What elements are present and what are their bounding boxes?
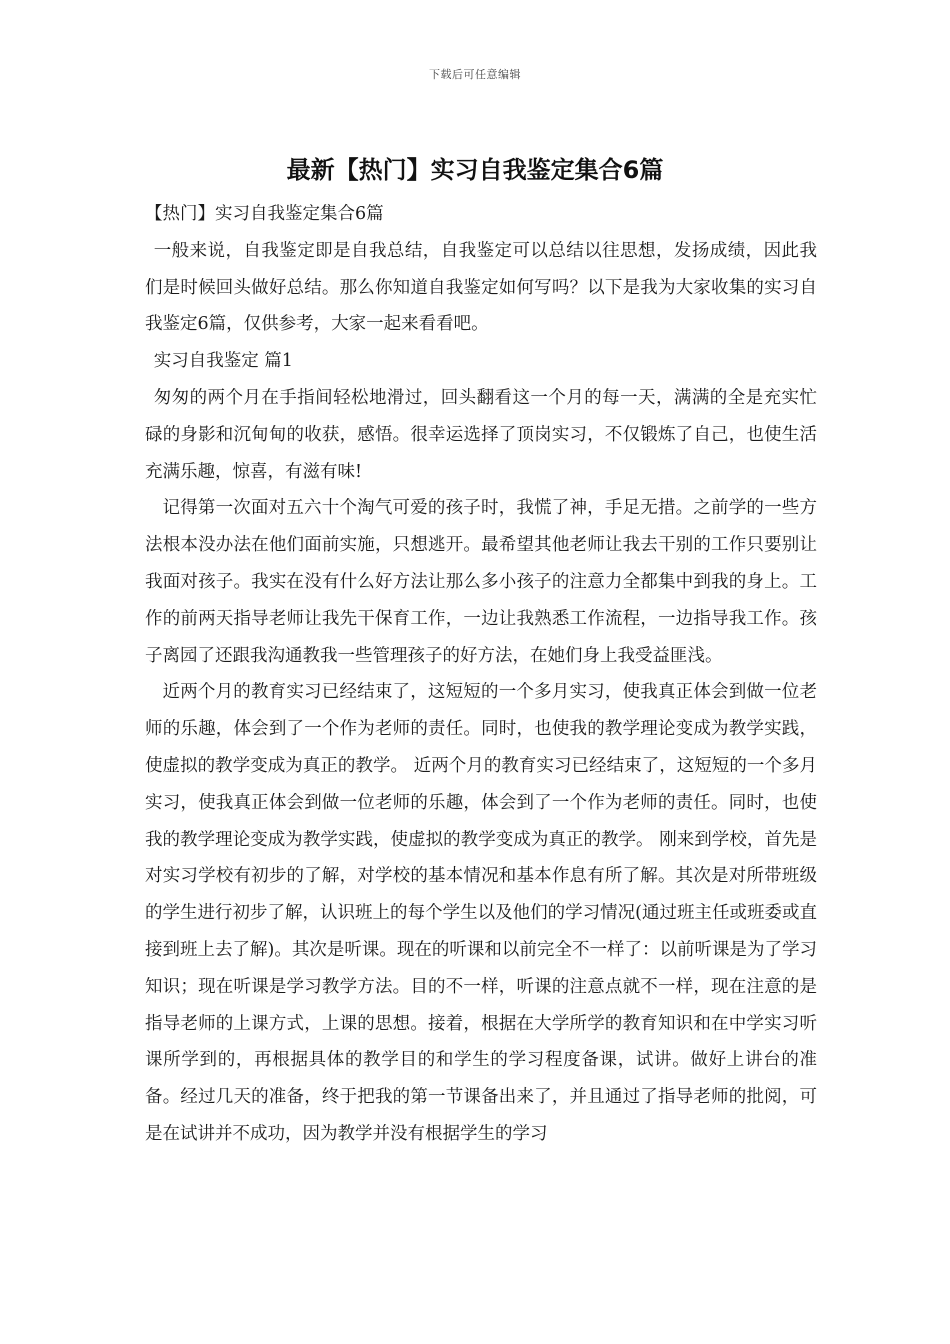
body-paragraph: 记得第一次面对五六十个淘气可爱的孩子时，我慌了神，手足无措。之前学的一些方法根本没办法在他们面前实施，只想逃开。最希望其他老师让我去干别的工作只要别让我面对孩子。我实在没有什么好方法让那么多小孩子的注意力全都集中到我的身上。工作的前两天指导老师让我先干保育工作，一边让我熟悉工作流程，一边指导我工作。孩子离园了还跟我沟通教我一些管理孩子的好方法，在她们身上我受益匪浅。	[145, 498, 817, 666]
body-paragraph: 匆匆的两个月在手指间轻松地滑过，回头翻看这一个月的每一天，满满的全是充实忙碌的身影和沉甸甸的收获，感悟。很幸运选择了顶岗实习，不仅锻炼了自己，也使生活充满乐趣，惊喜，有滋有味!	[145, 387, 817, 482]
header-note: 下载后可任意编辑	[429, 68, 521, 81]
document-title: 最新【热门】实习自我鉴定集合6篇	[286, 156, 664, 184]
intro-paragraph: 一般来说，自我鉴定即是自我总结，自我鉴定可以总结以往思想，发扬成绩，因此我们是时候回头做好总结。那么你知道自我鉴定如何写吗？以下是我为大家收集的实习自我鉴定6篇，仅供参考，大家一起来看看吧。	[145, 240, 817, 335]
body-paragraph: 近两个月的教育实习已经结束了，这短短的一个多月实习，使我真正体会到做一位老师的乐趣，体会到了一个作为老师的责任。同时，也使我的教学理论变成为教学实践，使虚拟的教学变成为真正的教学。 近两个月的教育实习已经结束了，这短短的一个多月实习，使我真正体会到做一位老师的乐趣，体会到了一个作为老师的责任。同时，也使我的教学理论变成为教学实践，使虚拟的教学变成为真正的教学。 刚来到学校，首先是对实习学校有初步的了解，对学校的基本情况和基本作息有所了解。其次是对所带班级的学生进行初步了解，认识班上的每个学生以及他们的学习情况(通过班主任或班委或直接到班上去了解)。其次是听课。现在的听课和以前完全不一样了：以前听课是为了学习知识；现在听课是学习教学方法。目的不一样，听课的注意点就不一样，现在注意的是指导老师的上课方式，上课的思想。接着，根据在大学所学的教育知识和在中学实习听课所学到的，再根据具体的教学目的和学生的学习程度备课，试讲。做好上讲台的准备。经过几天的准备，终于把我的第一节课备出来了，并且通过了指导老师的批阅，可是在试讲并不成功，因为教学并没有根据学生的学习	[145, 682, 817, 1144]
document-subtitle: 【热门】实习自我鉴定集合6篇	[145, 204, 384, 224]
section-heading: 实习自我鉴定 篇1	[153, 351, 293, 372]
document-body	[145, 196, 817, 1153]
